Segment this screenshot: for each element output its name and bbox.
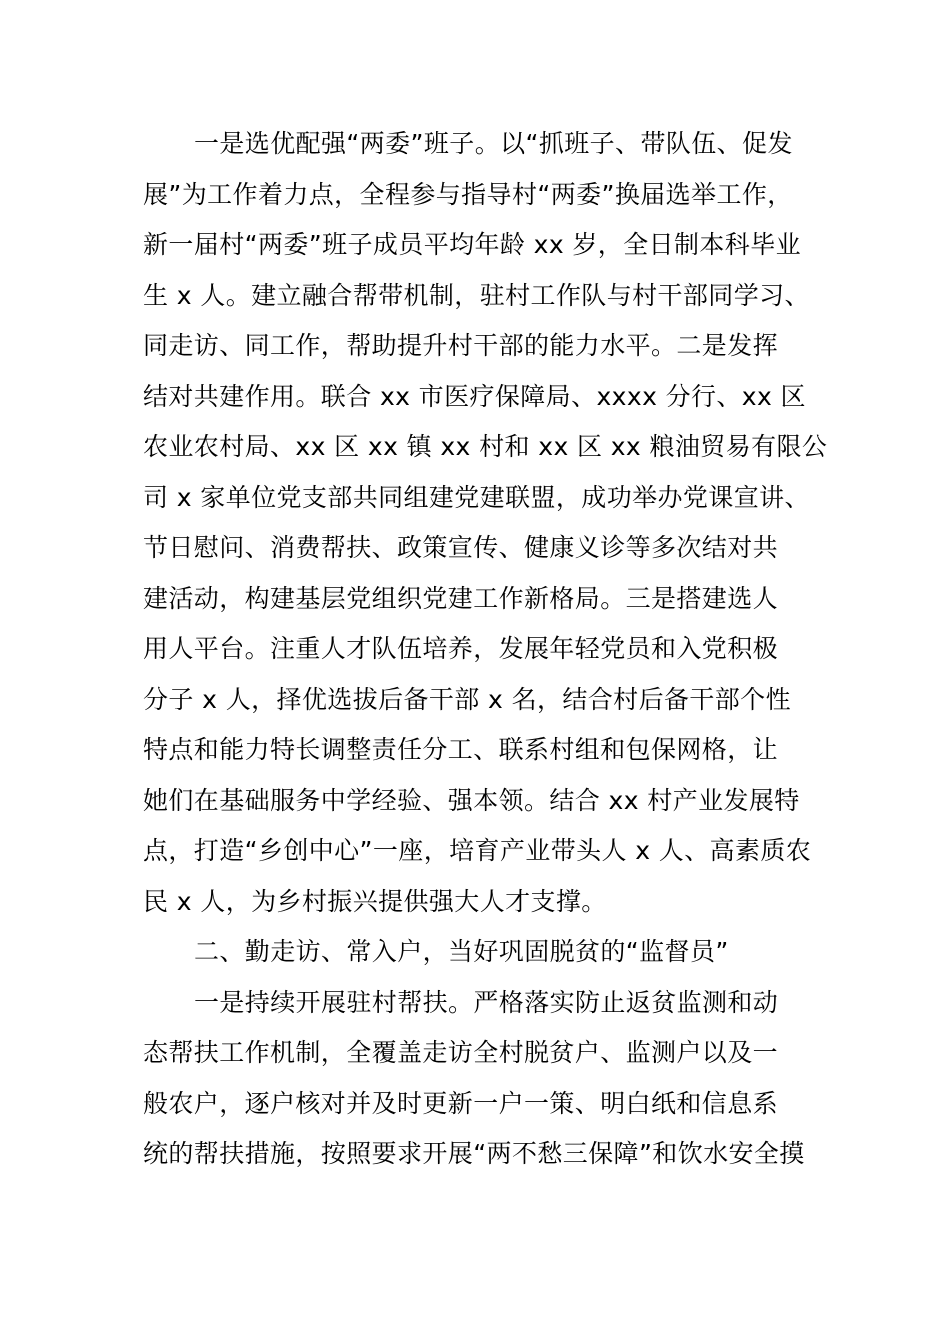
paragraph-1-line-13: 特点和能力特长调整责任分工、联系村组和包保网格，让 <box>143 735 779 764</box>
paragraph-2-line-3: 般农户，逐户核对并及时更新一户一策、明白纸和信息系 <box>143 1089 779 1118</box>
paragraph-1-line-2: 展”为工作着力点，全程参与指导村“两委”换届选举工作， <box>143 180 793 209</box>
paragraph-2-line-4: 统的帮扶措施，按照要求开展“两不愁三保障”和饮水安全摸 <box>143 1139 805 1168</box>
paragraph-1-line-6: 结对共建作用。联合 xx 市医疗保障局、xxxx 分行、xx 区 <box>143 382 806 411</box>
paragraph-1-line-9: 节日慰问、消费帮扶、政策宣传、健康义诊等多次结对共 <box>143 533 779 562</box>
paragraph-1-line-3: 新一届村“两委”班子成员平均年龄 xx 岁，全日制本科毕业 <box>143 230 801 259</box>
paragraph-1-line-12: 分子 x 人，择优选拔后备干部 x 名，结合村后备干部个性 <box>143 685 791 714</box>
section-heading: 二、勤走访、常入户，当好巩固脱贫的“监督员” <box>194 937 729 966</box>
paragraph-1-line-14: 她们在基础服务中学经验、强本领。结合 xx 村产业发展特 <box>143 786 800 815</box>
paragraph-1-line-5: 同走访、同工作，帮助提升村干部的能力水平。二是发挥 <box>143 331 779 360</box>
paragraph-2-line-1: 一是持续开展驻村帮扶。严格落实防止返贫监测和动 <box>194 988 779 1017</box>
paragraph-1-line-8: 司 x 家单位党支部共同组建党建联盟，成功举办党课宣讲、 <box>143 483 810 512</box>
paragraph-1-line-7: 农业农村局、xx 区 xx 镇 xx 村和 xx 区 xx 粮油贸易有限公 <box>143 432 828 461</box>
paragraph-1-line-11: 用人平台。注重人才队伍培养，发展年轻党员和入党积极 <box>143 634 779 663</box>
paragraph-1-line-1: 一是选优配强“两委”班子。以“抓班子、带队伍、促发 <box>194 129 793 158</box>
paragraph-1-line-10: 建活动，构建基层党组织党建工作新格局。三是搭建选人 <box>143 584 779 613</box>
paragraph-1-line-16: 民 x 人，为乡村振兴提供强大人才支撑。 <box>143 887 607 916</box>
paragraph-1-line-4: 生 x 人。建立融合帮带机制，驻村工作队与村干部同学习、 <box>143 281 810 310</box>
paragraph-1-line-15: 点，打造“乡创中心”一座，培育产业带头人 x 人、高素质农 <box>143 836 812 865</box>
paragraph-2-line-2: 态帮扶工作机制，全覆盖走访全村脱贫户、监测户以及一 <box>143 1038 779 1067</box>
